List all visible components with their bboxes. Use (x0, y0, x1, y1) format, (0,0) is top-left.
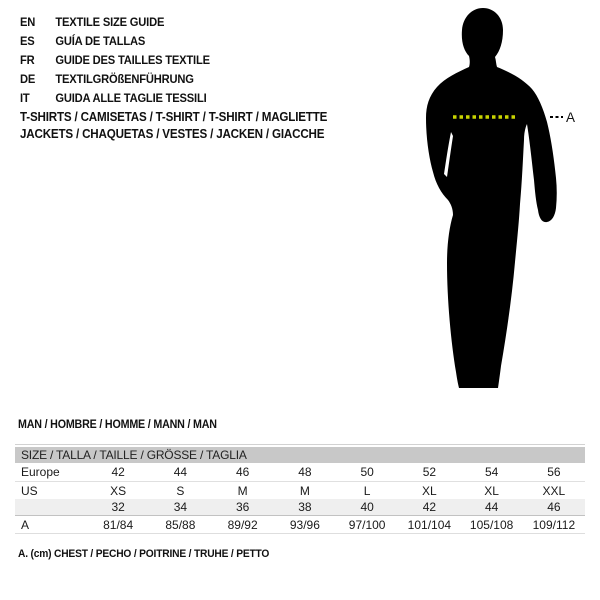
category-jackets: JACKETS / CHAQUETAS / VESTES / JACKEN / GIACCHE (20, 127, 325, 141)
language-guide-row (20, 51, 210, 70)
language-label: GUIDA ALLE TAGLIE TESSILI (55, 91, 207, 105)
table-cell: 93/96 (289, 517, 320, 532)
language-code: FR (20, 53, 35, 67)
measurement-footnote: A. (cm) CHEST / PECHO / POITRINE / TRUHE / PETTO (18, 548, 270, 560)
category-tshirts: T-SHIRTS / CAMISETAS / T-SHIRT / T-SHIRT / MAGLIETTE (20, 110, 328, 124)
table-row-chest-cm (15, 515, 585, 534)
language-label: TEXTILGRÖßENFÜHRUNG (55, 72, 194, 86)
language-guide-row (20, 32, 210, 51)
table-cell: M (299, 483, 310, 498)
table-cell: 44 (484, 500, 499, 514)
table-row-us (15, 482, 585, 499)
table-cell: S (176, 483, 185, 498)
table-cell: M (237, 483, 248, 498)
row-label: US (21, 483, 38, 498)
size-table-header: SIZE / TALLA / TAILLE / GRÖSSE / TAGLIA (15, 447, 585, 463)
table-cell: 85/88 (165, 517, 196, 532)
section-title-man: MAN / HOMBRE / HOMME / MANN / MAN (18, 419, 217, 431)
table-cell: 40 (360, 500, 374, 514)
row-label: A (21, 517, 30, 532)
table-cell: L (363, 483, 371, 498)
table-cell: 56 (547, 465, 561, 479)
man-silhouette-shape (426, 8, 557, 388)
measurement-letter-a: A (566, 110, 576, 125)
table-cell: 50 (360, 465, 374, 479)
garment-categories (20, 109, 327, 143)
table-top-divider (15, 444, 585, 445)
table-row-europe (15, 463, 585, 482)
table-cell: 109/112 (532, 517, 576, 532)
table-cell: 46 (235, 465, 250, 479)
language-guide-row (20, 89, 210, 108)
language-code: EN (20, 15, 36, 29)
language-code: DE (20, 72, 36, 86)
table-cell: XS (110, 483, 127, 498)
language-label: TEXTILE SIZE GUIDE (55, 15, 165, 29)
table-cell: 32 (111, 500, 125, 514)
man-silhouette-figure (400, 0, 600, 400)
table-cell: 97/100 (348, 517, 386, 532)
language-guide-row (20, 70, 210, 89)
table-cell: 54 (484, 465, 499, 479)
table-row-numeric-us (15, 499, 585, 515)
table-cell: 46 (547, 500, 561, 514)
table-cell: 89/92 (227, 517, 258, 532)
language-code: ES (20, 34, 35, 48)
table-cell: 42 (111, 465, 125, 479)
table-cell: 105/108 (469, 517, 514, 532)
table-cell: 81/84 (103, 517, 134, 532)
table-cell: 36 (235, 500, 250, 514)
row-label: Europe (21, 465, 60, 479)
table-cell: 44 (173, 465, 188, 479)
table-cell: XL (484, 483, 499, 498)
man-silhouette-svg (400, 0, 600, 400)
language-code: IT (20, 91, 30, 105)
language-label: GUIDE DES TAILLES TEXTILE (55, 53, 210, 67)
language-label: GUÍA DE TALLAS (55, 34, 146, 48)
table-cell: XL (422, 483, 437, 498)
table-cell: 34 (173, 500, 188, 514)
language-guide-list (20, 13, 210, 108)
size-table (15, 444, 585, 534)
table-cell: 52 (422, 465, 437, 479)
table-cell: 101/104 (407, 517, 452, 532)
language-guide-row (20, 13, 210, 32)
table-cell: 38 (298, 500, 312, 514)
table-cell: XXL (542, 483, 566, 498)
table-cell: 42 (422, 500, 437, 514)
table-cell: 48 (298, 465, 312, 479)
